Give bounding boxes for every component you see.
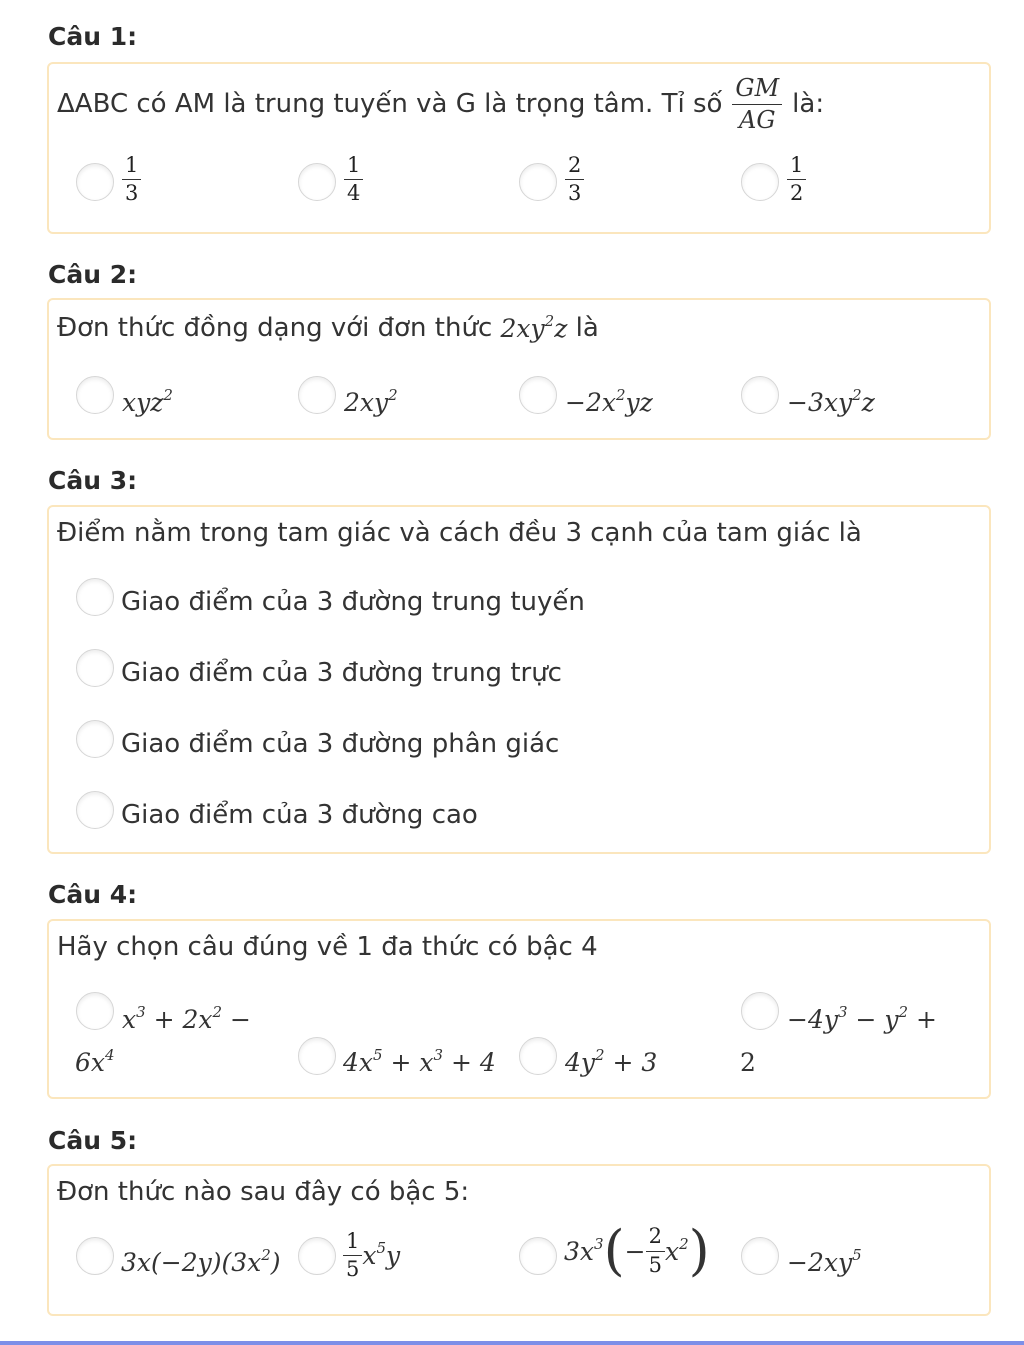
q4-option-c-radio[interactable] [519,1037,557,1075]
q2-option-d-radio[interactable] [741,376,779,414]
question-1-prompt [57,70,824,138]
exponent: 5 [852,1246,862,1264]
question-3-prompt: Điểm nằm trong tam giác và cách đều 3 cạnh của tam giác là [57,518,862,548]
q2-option-c-value [565,388,653,417]
q1-option-b-value [344,154,363,205]
q1-option-d-radio[interactable] [741,163,779,201]
q5-option-b-radio[interactable] [298,1237,336,1275]
term: −2xy [787,1248,853,1277]
exponent: 2 [852,386,862,404]
question-2-title: Câu 2: [48,260,138,289]
q4-option-b-value [343,1048,496,1077]
question-5-card [47,1164,991,1316]
exponent: 5 [376,1239,387,1258]
question-1-prompt-suffix: là: [792,89,825,119]
exponent: 3 [594,1234,604,1253]
denominator: 2 [790,181,804,206]
question-4-title: Câu 4: [48,880,138,909]
term: + 2x [145,1005,213,1034]
q3-option-a-radio[interactable] [76,578,114,616]
question-2-monomial [500,311,568,343]
base: x [664,1236,680,1266]
q5-option-d-value [787,1248,862,1277]
denominator: 3 [125,181,139,206]
exponent: 3 [837,1003,848,1021]
q5-option-c-radio[interactable] [519,1237,557,1275]
exponent: 2 [898,1003,909,1021]
tail: yz [625,388,653,417]
exponent: 2 [615,386,626,404]
left-paren: ( [603,1219,625,1282]
question-5-prompt: Đơn thức nào sau đây có bậc 5: [57,1177,470,1207]
tail: z [861,388,875,417]
bottom-accent-bar [0,1341,1024,1345]
minus-sign: − [624,1236,646,1266]
term: 3x(−2y)(3x [121,1248,262,1277]
exponent: 2 [212,1003,223,1021]
q4-option-d-line2: 2 [740,1048,756,1077]
term: ) [270,1248,281,1277]
question-3-title: Câu 3: [48,466,138,495]
exponent: 2 [388,386,398,404]
q1-option-a-radio[interactable] [76,163,114,201]
denominator: 5 [648,1252,662,1277]
monomial-base: 2xy [500,313,545,343]
exponent: 5 [373,1046,383,1064]
base: 2xy [344,388,389,417]
q5-option-c-value [564,1219,710,1282]
q2-option-b-radio[interactable] [298,376,336,414]
q2-option-c-radio[interactable] [519,376,557,414]
question-1-ratio-fraction [732,75,782,133]
q3-option-a-label: Giao điểm của 3 đường trung tuyến [121,587,585,617]
question-4-card [47,919,991,1099]
exponent: 4 [105,1046,115,1064]
question-2-prompt [57,310,599,346]
exponent: 3 [136,1003,146,1021]
ratio-denominator: AG [739,105,776,134]
term [664,1234,689,1266]
term: −4y [787,1005,838,1034]
right-paren: ) [688,1219,710,1282]
exponent: 2 [595,1046,605,1064]
term: 4y [565,1048,596,1077]
base: 3x [564,1236,595,1266]
question-3-card [47,505,991,854]
exponent: 2 [163,386,173,404]
q3-option-d-radio[interactable] [76,791,114,829]
term: − [222,1005,251,1034]
q1-option-a-value [122,154,141,205]
q4-option-b-radio[interactable] [298,1037,336,1075]
ratio-numerator: GM [732,75,782,104]
exponent: 2 [261,1246,271,1264]
q3-option-d-label: Giao điểm của 3 đường cao [121,800,478,830]
q3-option-b-label: Giao điểm của 3 đường trung trực [121,658,562,688]
term: + 4 [443,1048,496,1077]
q5-option-d-radio[interactable] [741,1237,779,1275]
question-5-title: Câu 5: [48,1126,138,1155]
q3-option-c-radio[interactable] [76,720,114,758]
coefficient-fraction [646,1225,665,1276]
base: x [362,1241,377,1271]
term: x [122,1005,137,1034]
term: 4x [343,1048,374,1077]
q2-option-a-radio[interactable] [76,376,114,414]
exponent: 3 [433,1046,444,1064]
base: −2x [565,388,616,417]
denominator: 5 [346,1257,360,1282]
denominator: 3 [568,181,582,206]
coefficient-fraction [343,1230,362,1281]
q3-option-b-radio[interactable] [76,649,114,687]
q4-option-a-line2 [75,1048,115,1077]
term: + x [382,1048,434,1077]
exponent: 2 [679,1234,689,1253]
numerator: 1 [122,154,141,180]
numerator: 1 [344,154,363,180]
q4-option-a-line1 [122,1005,251,1034]
question-2-card [47,298,991,440]
q2-option-d-value [787,388,875,417]
numerator: 1 [343,1230,362,1256]
question-2-prompt-text: Đơn thức đồng dạng với đơn thức [57,313,493,343]
numerator: 2 [646,1225,665,1251]
term: 6x [75,1048,106,1077]
q2-option-b-value [344,388,398,417]
q2-option-a-value [122,388,173,417]
q1-option-c-value [565,154,584,205]
denominator: 4 [347,181,361,206]
term: − y [847,1005,899,1034]
q1-option-b-radio[interactable] [298,163,336,201]
q3-option-c-label: Giao điểm của 3 đường phân giác [121,729,560,759]
base: −3xy [787,388,853,417]
numerator: 1 [787,154,806,180]
q5-option-b-value [343,1230,400,1281]
base: xyz [122,388,164,417]
term: + [908,1005,937,1034]
numerator: 2 [565,154,584,180]
exponent: 2 [544,311,555,330]
question-1-title: Câu 1: [48,22,138,51]
term [564,1234,604,1266]
question-4-prompt: Hãy chọn câu đúng về 1 đa thức có bậc 4 [57,932,598,962]
monomial-tail: z [554,313,568,343]
term [362,1241,400,1270]
tail: y [386,1241,401,1271]
q5-option-a-radio[interactable] [76,1237,114,1275]
question-2-prompt-suffix: là [575,313,599,343]
q4-option-c-value [565,1048,657,1077]
q1-option-d-value [787,154,806,205]
term: + 3 [604,1048,658,1077]
question-1-prompt-text: ΔABC có AM là trung tuyến và G là trọng tâm. Tỉ số [57,89,723,119]
q1-option-c-radio[interactable] [519,163,557,201]
q5-option-a-value [121,1248,281,1277]
q4-option-d-radio[interactable] [741,992,779,1030]
q4-option-a-radio[interactable] [76,992,114,1030]
q4-option-d-line1 [787,1005,937,1034]
question-1-card [47,62,991,234]
